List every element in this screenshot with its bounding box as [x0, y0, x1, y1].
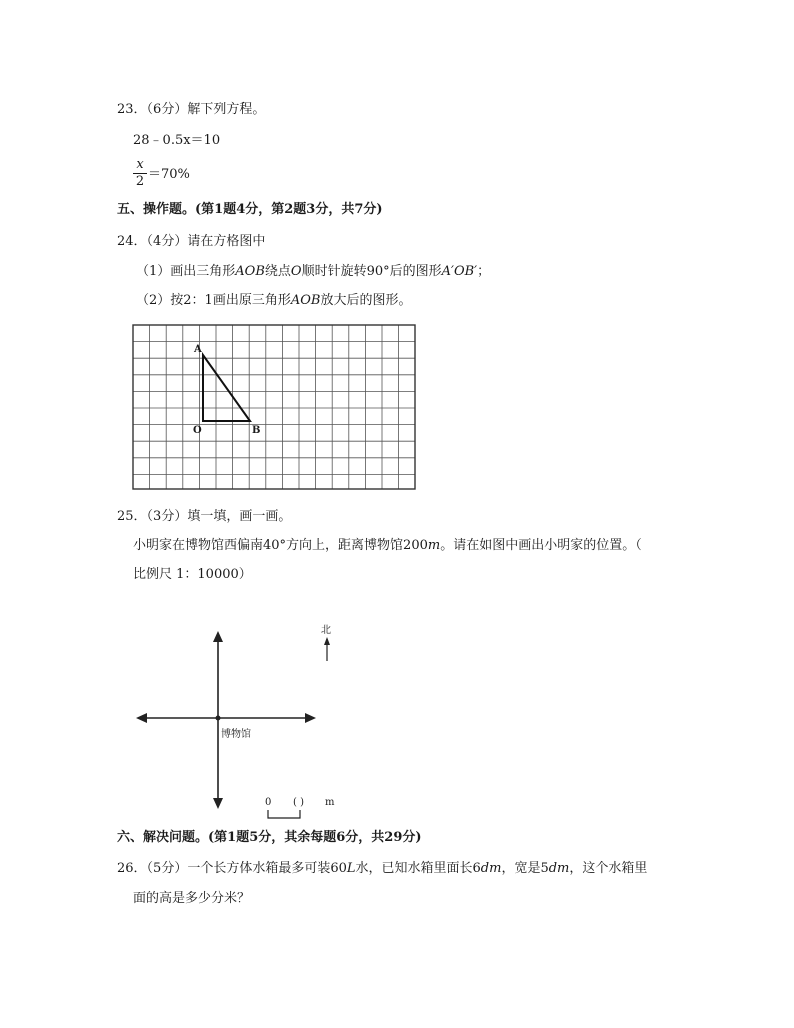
q25-line-1 — [133, 537, 642, 555]
triangle-aob — [203, 355, 250, 421]
q24-title: 24．（4分）请在方格图中 — [117, 234, 266, 249]
q23-title: 23．（6分）解下列方程。 — [117, 102, 266, 117]
q25-line-1-text: 小明家在博物馆西偏南40°方向上，距离博物馆200 — [133, 538, 428, 553]
equation-1: 28﹣0.5x＝10 — [133, 133, 221, 148]
q26-text-2: 水，已知水箱里面长6 — [355, 861, 481, 876]
fraction-numerator: x — [136, 157, 144, 172]
q25-line-1-text-2: 。请在如图中画出小明家的位置。（ — [440, 538, 642, 553]
scale-unit: m — [325, 797, 335, 808]
label-b: B — [252, 425, 261, 436]
fraction-denominator: 2 — [135, 174, 145, 189]
scale-blank: ( ) — [293, 797, 304, 808]
label-a: A — [194, 344, 202, 355]
q24-item-1-text-3: 顺时针旋转90°后的图形 — [301, 264, 442, 279]
q25-title: 25．（3分）填一填，画一画。 — [117, 509, 292, 524]
triangle-name: AOB — [235, 264, 265, 279]
q24-item-2-text-2: 放大后的图形。 — [320, 293, 412, 308]
q26-line-2: 面的高是多少分米？ — [133, 891, 251, 906]
section-5-title: 五、操作题。(第1题4分，第2题3分，共7分) — [117, 202, 383, 217]
north-label: 北 — [321, 625, 331, 636]
scale-bar — [268, 810, 300, 818]
unit-dm-1: dm — [480, 861, 502, 876]
point-o: O — [290, 264, 302, 279]
north-arrow-icon — [324, 637, 330, 645]
q24-item-1-text: （1）画出三角形 — [136, 264, 236, 279]
museum-label: 博物馆 — [221, 729, 251, 740]
compass-figure — [128, 615, 348, 825]
section-6-title: 六、解决问题。(第1题5分，其余每题6分，共29分) — [117, 830, 422, 845]
q24-item-1-end: ； — [477, 264, 491, 279]
scale-zero: 0 — [265, 797, 272, 808]
q24-item-1 — [136, 263, 490, 281]
q24-item-1-text-2: 绕点 — [264, 264, 291, 279]
museum-point — [216, 716, 221, 721]
q24-item-2 — [136, 292, 411, 310]
equation-2-fraction — [133, 158, 147, 189]
grid-lines — [133, 325, 415, 489]
equation-2-rest: ＝70% — [148, 167, 190, 182]
q24-item-2-text: （2）按2：1画出原三角形 — [136, 293, 291, 308]
grid-figure — [130, 322, 418, 492]
rotated-figure-name: A′OB′ — [441, 264, 478, 279]
q26-line-1 — [117, 860, 647, 878]
unit-dm-2: dm — [548, 861, 570, 876]
grid-border — [133, 325, 415, 489]
q25-line-2: 比例尺 1：10000） — [133, 567, 252, 582]
label-o: O — [193, 425, 202, 436]
arrow-right-icon — [305, 713, 316, 723]
q26-text-1: 26．（5分）一个长方体水箱最多可装60 — [117, 861, 347, 876]
q26-text-3: ，宽是5 — [501, 861, 549, 876]
arrow-up-icon — [213, 631, 223, 642]
arrow-left-icon — [136, 713, 147, 723]
unit-l: L — [346, 861, 356, 876]
unit-m: m — [427, 538, 441, 553]
arrow-down-icon — [213, 798, 223, 809]
q26-text-4: ，这个水箱里 — [569, 861, 648, 876]
triangle-name-2: AOB — [290, 293, 321, 308]
